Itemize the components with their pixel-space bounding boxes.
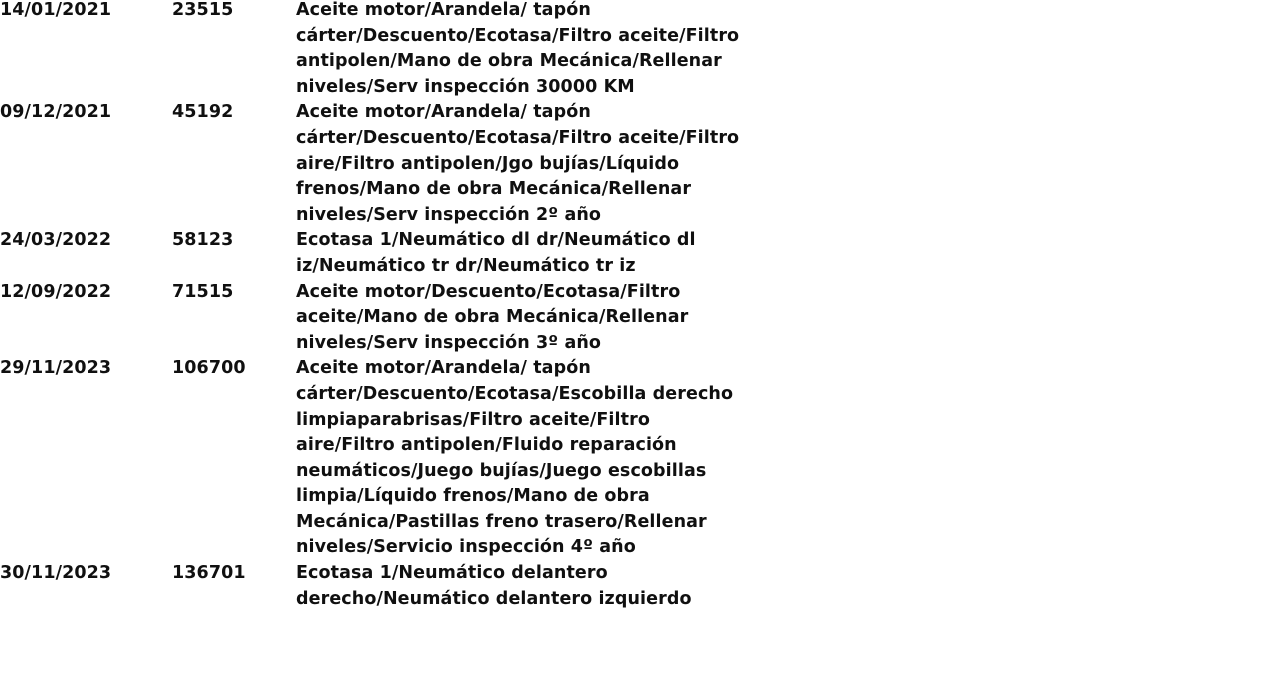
service-description: Ecotasa 1/Neumático delantero derecho/Neumático delantero izquierdo <box>296 563 692 609</box>
service-km: 71515 <box>172 281 234 302</box>
service-km: 106700 <box>172 358 246 379</box>
service-date: 24/03/2022 <box>0 230 112 251</box>
service-date: 09/12/2021 <box>0 102 112 123</box>
service-km: 45192 <box>172 102 234 123</box>
table-row <box>0 100 740 228</box>
service-date: 29/11/2023 <box>0 358 112 379</box>
table-row <box>0 356 740 561</box>
service-description: Aceite motor/Arandela/ tapón cárter/Descuento/Ecotasa/Filtro aceite/Filtro antipolen/Mano de obra Mecánica/Rellenar niveles/Serv inspección 30000 KM <box>296 0 740 97</box>
service-description: Aceite motor/Arandela/ tapón cárter/Descuento/Ecotasa/Filtro aceite/Filtro aire/Filtro antipolen/Jgo bujías/Líquido frenos/Mano de obra Mecánica/Rellenar niveles/Serv inspección 2º año <box>296 102 740 225</box>
service-km: 136701 <box>172 563 246 584</box>
service-description: Ecotasa 1/Neumático dl dr/Neumático dl iz/Neumático tr dr/Neumático tr iz <box>296 230 696 276</box>
service-km: 23515 <box>172 0 234 20</box>
service-date: 14/01/2021 <box>0 0 112 20</box>
table-row <box>0 280 740 357</box>
table-row <box>0 561 740 612</box>
service-km: 58123 <box>172 230 234 251</box>
table-row <box>0 228 740 279</box>
table-row <box>0 0 740 100</box>
service-date: 12/09/2022 <box>0 281 112 302</box>
service-description: Aceite motor/Arandela/ tapón cárter/Descuento/Ecotasa/Escobilla derecho limpiaparabrisas/Filtro aceite/Filtro aire/Filtro antipolen/Fluido reparación neumáticos/Juego bujías/Juego escobillas limpia/Líquido frenos/Mano de obra Mecánica/Pastillas freno trasero/Rellenar niveles/Servicio inspección 4º año <box>296 358 734 558</box>
service-date: 30/11/2023 <box>0 563 112 584</box>
service-description: Aceite motor/Descuento/Ecotasa/Filtro aceite/Mano de obra Mecánica/Rellenar niveles/Serv inspección 3º año <box>296 281 689 353</box>
